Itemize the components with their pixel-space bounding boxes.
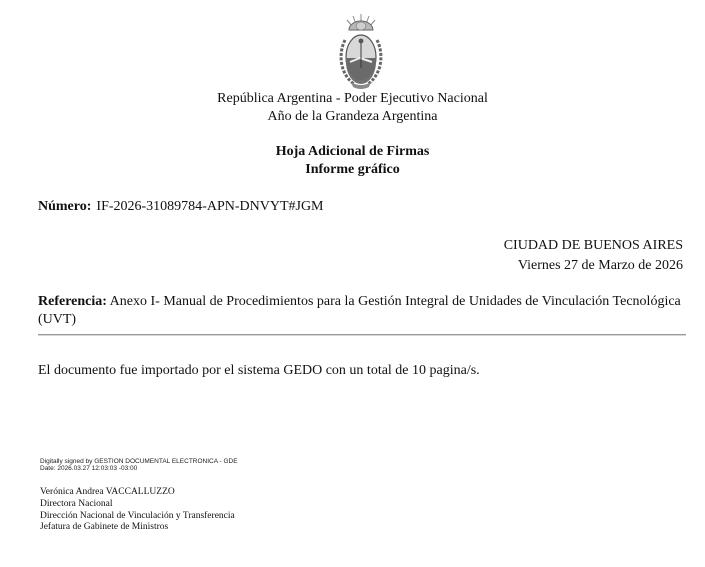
signer-name: Verónica Andrea VACCALLUZZO bbox=[40, 487, 175, 497]
document-number-value: IF-2026-31089784-APN-DNVYT#JGM bbox=[96, 199, 324, 214]
document-date: Viernes 27 de Marzo de 2026 bbox=[517, 258, 683, 273]
separator-line bbox=[38, 334, 686, 336]
document-number bbox=[38, 198, 324, 216]
digital-signature-signed-by: Digitally signed by GESTION DOCUMENTAL ELECTRONICA - GDE bbox=[40, 458, 238, 465]
reference-text: Anexo I- Manual de Procedimientos para la Gestión Integral de Unidades de Vinculación Tecnológica (UVT) bbox=[38, 294, 681, 327]
city: CIUDAD DE BUENOS AIRES bbox=[503, 238, 683, 253]
reference bbox=[38, 293, 688, 329]
digital-signature-stamp bbox=[40, 458, 238, 472]
document-subtitle: Informe gráfico bbox=[305, 162, 400, 177]
document-number-label: Número: bbox=[38, 199, 92, 214]
signer-agency: Jefatura de Gabinete de Ministros bbox=[40, 522, 169, 533]
document-title: Hoja Adicional de Firmas bbox=[275, 144, 430, 159]
header-government-name: República Argentina - Poder Ejecutivo Nacional bbox=[217, 91, 488, 106]
digital-signature-date: Date: 2026.03.27 12:03:03 -03:00 bbox=[40, 465, 138, 472]
header-year-motto: Año de la Grandeza Argentina bbox=[267, 109, 438, 124]
signer-block bbox=[40, 487, 235, 534]
coat-of-arms-icon bbox=[336, 12, 386, 92]
signer-role: Directora Nacional bbox=[40, 498, 113, 509]
import-notice: El documento fue importado por el sistema GEDO con un total de 10 pagina/s. bbox=[38, 363, 480, 378]
reference-label: Referencia: bbox=[38, 294, 107, 309]
signer-office: Dirección Nacional de Vinculación y Transferencia bbox=[40, 510, 235, 521]
